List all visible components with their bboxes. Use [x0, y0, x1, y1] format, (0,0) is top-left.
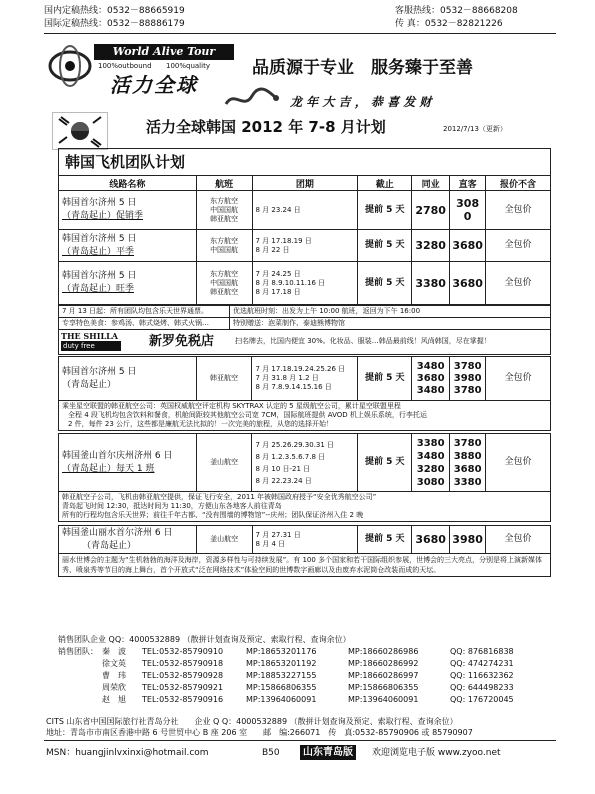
departure-date: 8 月 4 日: [255, 539, 286, 548]
note-line: 韩亚航空子公司，飞机由韩亚航空提供，保证飞行安全，2011 年被韩国政府授予“安全优秀航空公司”: [62, 493, 377, 501]
col-dates: 团期: [252, 176, 358, 191]
bottom-divider: [44, 740, 556, 741]
table-row: [59, 191, 551, 230]
tour-plan-table-2: [58, 356, 551, 401]
company-logo: [46, 40, 238, 102]
address-line: 地址：青岛市市南区香港中路 6 号世贸中心 B 座 206 室 邮 编:266071 传 真:0532-85790906 或 85790907: [46, 728, 473, 737]
member-tel: TEL:0532-85790928: [142, 671, 224, 680]
update-date: 2012/7/13（更新）: [443, 125, 507, 133]
brand-chinese-name: 活力全球: [110, 73, 198, 97]
member-qq: QQ: 176720045: [450, 695, 514, 704]
route-sub[interactable]: （青岛起止）平季: [62, 246, 135, 257]
intl-hotline: 国际定稿热线：0532－88886179: [44, 19, 185, 29]
departure-date: 7 月 17.18.19.24.25.26 日: [255, 365, 346, 373]
route-sub: （青岛起止）: [62, 379, 117, 390]
airline: 东方航空: [210, 269, 239, 278]
table-row: [59, 230, 551, 262]
shilla-desc: 扫名牌去，比国内便宜 30%。化妆品、服装…韩品最前线！风尚韩国，尽在掌握！: [235, 337, 491, 345]
route-name: 韩国釜山丽水首尔济州 6 日: [62, 527, 173, 538]
shilla-logo: [61, 331, 139, 352]
member-mobile-2: MP:18660286986: [348, 647, 419, 656]
member-mobile: MP:15866806355: [246, 683, 317, 692]
member-mobile-2: MP:18660286992: [348, 659, 419, 668]
airline: 韩亚航空: [210, 214, 239, 223]
note-lotte: 7 月 13 日起：所有团队均包含乐天世界通票。: [59, 306, 230, 318]
departure-date: 8 月 23.24 日: [255, 205, 301, 214]
price-type: 全包价: [486, 262, 551, 305]
direct-price: 308: [456, 197, 480, 210]
note-line: 全程 4 段飞机均包含饮料和餐食，机舱间距较其他航空公司宽 7CM，国际航班提供 AVOD 机上娱乐系统，行李托运: [68, 411, 427, 419]
domestic-hotline: 国内定稿热线：0532－88665919: [44, 6, 185, 16]
member-name: 赵 旭: [102, 695, 126, 704]
sales-team: [58, 634, 551, 706]
brand-tagline-1: 100%outbound: [98, 62, 152, 70]
note-line: 2 件，每件 23 公斤，这些都是廉航无法比拟的！一次完美的旅程，从您的选择开始！: [68, 420, 334, 428]
col-exclusions: 报价不含: [486, 176, 551, 191]
col-flight: 航班: [196, 176, 252, 191]
departure-date: 8 月 22.23.24 日: [255, 476, 312, 485]
departure-date: 7 月 27.31 日: [255, 530, 301, 539]
departure-date: 8 月 10 日-21 日: [255, 464, 311, 473]
route-name: 韩国首尔济州 5 日: [62, 233, 137, 244]
fax-number: 传 真：0532－82821226: [395, 19, 503, 29]
peer-price: 3080: [416, 476, 445, 488]
notes-table-1: [58, 305, 551, 330]
departure-date: 8 月 22 日: [255, 245, 290, 254]
airline: 中国国航: [210, 278, 239, 287]
shilla-logo-text: THE SHILLA: [61, 331, 118, 341]
direct-price: 3680: [450, 262, 486, 305]
airline: 釜山航空: [196, 434, 252, 492]
sales-member: [102, 646, 551, 658]
departure-date: 7 月 31.8 月 1.2 日: [255, 374, 319, 382]
peer-price: 3280: [412, 230, 450, 262]
deadline: 提前 5 天: [358, 191, 412, 230]
shilla-banner: [58, 330, 551, 355]
table-row: [59, 262, 551, 305]
note-food: 专享特色美食：参鸡汤、韩式烧烤、韩式火锅…: [59, 318, 230, 330]
peer-price: 3480: [416, 450, 445, 462]
price-type: 全包价: [486, 357, 551, 401]
deadline: 提前 5 天: [358, 434, 412, 492]
col-peer-price: 同业: [412, 176, 450, 191]
col-deadline: 截止: [358, 176, 412, 191]
note-line: 所有的行程均包含乐天世界；前往千年古都、“没有围墙的博物馆”--庆州；团队保证济州入住 2 晚: [62, 511, 364, 519]
asiana-notes: [58, 401, 551, 431]
deadline: 提前 5 天: [358, 526, 412, 554]
direct-price: 3680: [453, 463, 482, 475]
service-hotline: 客服热线：0532－88668208: [395, 6, 518, 16]
departure-date: 7 月 25.26.29.30.31 日: [255, 440, 335, 449]
note-gifts: 特别赠送：泡菜制作、泰迪熊博物馆: [230, 318, 551, 330]
brand-tagline-2: 100%quality: [166, 62, 210, 70]
price-type: 全包价: [486, 526, 551, 554]
sales-qq-line: 销售团队企业 QQ：4000532889 （散拼计划查询及预定、索取行程、查询余位）: [58, 635, 351, 644]
member-tel: TEL:0532-85790921: [142, 683, 224, 692]
edition-banner: 山东青岛版: [300, 745, 356, 760]
slogan: 品质源于专业 服务臻于至善: [252, 58, 473, 78]
direct-price: 3780: [453, 360, 482, 372]
globe-swirl-icon: [48, 42, 92, 98]
airline: 中国国航: [210, 245, 239, 254]
departure-date: 7 月 24.25 日: [255, 269, 301, 278]
member-qq: QQ: 474274231: [450, 659, 514, 668]
member-mobile: MP:18653201192: [246, 659, 317, 668]
direct-price: 3680: [450, 230, 486, 262]
expo-description: 丽水世博会的主题为“生机勃勃的海洋及海岸，资源多样性与可持续发展”。有 100 多个国家和若干国际组织参展，世博会的三大亮点，分别是将上演新媒体秀、喷泉秀等节目的海上舞台，首个开放式“泛在网络技术”体验空间的世博数字画廊以及由废弃水泥筒仓改装而成的天坛。: [58, 554, 551, 577]
msn-contact: MSN：huangjinlvxinxi@hotmail.com: [46, 748, 209, 758]
korea-flag-icon: [52, 112, 108, 150]
direct-price: 3380: [453, 476, 482, 488]
brand-name: World Alive Tour: [94, 44, 234, 60]
deadline: 提前 5 天: [358, 230, 412, 262]
peer-price: 3480: [416, 384, 445, 396]
member-mobile: MP:18653201176: [246, 647, 317, 656]
shilla-name: 新罗免税店: [149, 334, 215, 349]
member-mobile: MP:18853227155: [246, 671, 317, 680]
note-line: 青岛起飞时间 12:30，抵达时间为 11:30，方便山东各地客人前往青岛: [62, 502, 282, 510]
direct-price: 3980: [450, 526, 486, 554]
tour-plan-table: [58, 175, 551, 305]
note-line: 乘坐星空联盟的韩亚航空公司：英国权威航空评定机构 SKYTRAX 认定的 5 星级航空公司，累计星空联盟里程: [62, 402, 401, 410]
col-direct-price: 直客: [450, 176, 486, 191]
departure-date: 8 月 1.2.3.5.6.7.8 日: [255, 452, 326, 461]
peer-price: 3480: [416, 360, 445, 372]
table-header-row: [59, 176, 551, 191]
member-mobile-2: MP:15866806355: [348, 683, 419, 692]
direct-price: 3880: [453, 450, 482, 462]
top-divider: [44, 33, 556, 34]
airline: 韩亚航空: [196, 357, 252, 401]
sales-team-label: 销售团队：: [58, 647, 98, 656]
page-title: 活力全球韩国 2012 年 7-8 月计划: [146, 118, 386, 136]
dragon-icon: [222, 86, 282, 112]
member-tel: TEL:0532-85790916: [142, 695, 224, 704]
airline: 韩亚航空: [210, 287, 239, 296]
direct-price: 3780: [453, 437, 482, 449]
website-link[interactable]: 欢迎浏览电子版 www.zyoo.net: [372, 748, 501, 758]
member-mobile: MP:13964060091: [246, 695, 317, 704]
airline: 东方航空: [210, 236, 239, 245]
route-name: 韩国首尔济州 5 日: [62, 271, 137, 281]
peer-price: 3680: [416, 372, 445, 384]
table-row: [59, 357, 551, 401]
departure-date: 8 月 17.18 日: [255, 287, 301, 296]
route-sub[interactable]: （青岛起止）每天 1 班: [62, 463, 155, 474]
deadline: 提前 5 天: [358, 262, 412, 305]
member-qq: QQ: 116632362: [450, 671, 514, 680]
greeting-banner: 龙 年 大 吉 ， 恭 喜 发 财: [290, 95, 432, 109]
company-info: [46, 716, 551, 738]
deadline: 提前 5 天: [358, 357, 412, 401]
company-line: CITS 山东省中国国际旅行社青岛分社 企业 Q Q：4000532889 （散拼计划查询及预定、索取行程、查询余位）: [46, 717, 458, 726]
direct-price: 3780: [453, 384, 482, 396]
route-name: 韩国首尔济州 5 日: [62, 198, 137, 208]
member-mobile-2: MP:13964060091: [348, 695, 419, 704]
departure-date: 7 月 17.18.19 日: [255, 236, 312, 245]
route-name: 韩国首尔济州 5 日: [62, 366, 137, 377]
price-type: 全包价: [486, 230, 551, 262]
sales-member: [102, 670, 551, 682]
shilla-logo-sub: duty free: [61, 341, 121, 351]
airline: 中国国航: [210, 205, 239, 214]
price-type: 全包价: [486, 191, 551, 230]
sales-member: [102, 682, 551, 694]
peer-price: 3380: [416, 437, 445, 449]
direct-price: 3980: [453, 372, 482, 384]
member-mobile-2: MP:18660286997: [348, 671, 419, 680]
member-tel: TEL:0532-85790918: [142, 659, 224, 668]
departure-date: 8 月 8.9.10.11.16 日: [255, 278, 326, 287]
peer-price: 3280: [416, 463, 445, 475]
route-sub[interactable]: （青岛起止）促销季: [62, 211, 144, 221]
table-row: [59, 526, 551, 554]
route-sub: （青岛起止）: [82, 540, 137, 551]
member-qq: QQ: 644498233: [450, 683, 514, 692]
peer-price: 2780: [412, 191, 450, 230]
route-sub[interactable]: （青岛起止）旺季: [62, 284, 135, 294]
busan-air-notes: [58, 492, 551, 522]
airline: 釜山航空: [196, 526, 252, 554]
airline: 东方航空: [210, 196, 239, 205]
sales-member: [102, 694, 551, 706]
member-name: 周荣欣: [102, 683, 126, 692]
sales-member: [102, 658, 551, 670]
peer-price: 3380: [412, 262, 450, 305]
note-flight-time: 优选航班时刻：出发为上午 10:00 航班，返回为下午 16:00: [230, 306, 551, 318]
route-name: 韩国釜山首尔庆州济州 6 日: [62, 450, 173, 461]
member-name: 秦 波: [102, 647, 126, 656]
price-type: 全包价: [486, 434, 551, 492]
tour-plan-table-4: [58, 525, 551, 554]
direct-price-wrap: 0: [463, 210, 472, 223]
member-tel: TEL:0532-85790910: [142, 647, 224, 656]
page-number: B50: [262, 748, 280, 758]
table-row: [59, 434, 551, 492]
member-name: 曹 玮: [102, 671, 126, 680]
peer-price: 3680: [412, 526, 450, 554]
col-route: 线路名称: [59, 176, 197, 191]
tour-plan-table-3: [58, 433, 551, 492]
section-title: 韩国飞机团队计划: [65, 153, 186, 171]
member-name: 徐文英: [102, 659, 126, 668]
member-qq: QQ: 876816838: [450, 647, 514, 656]
departure-date: 8 月 7.8.9.14.15.16 日: [255, 383, 332, 391]
